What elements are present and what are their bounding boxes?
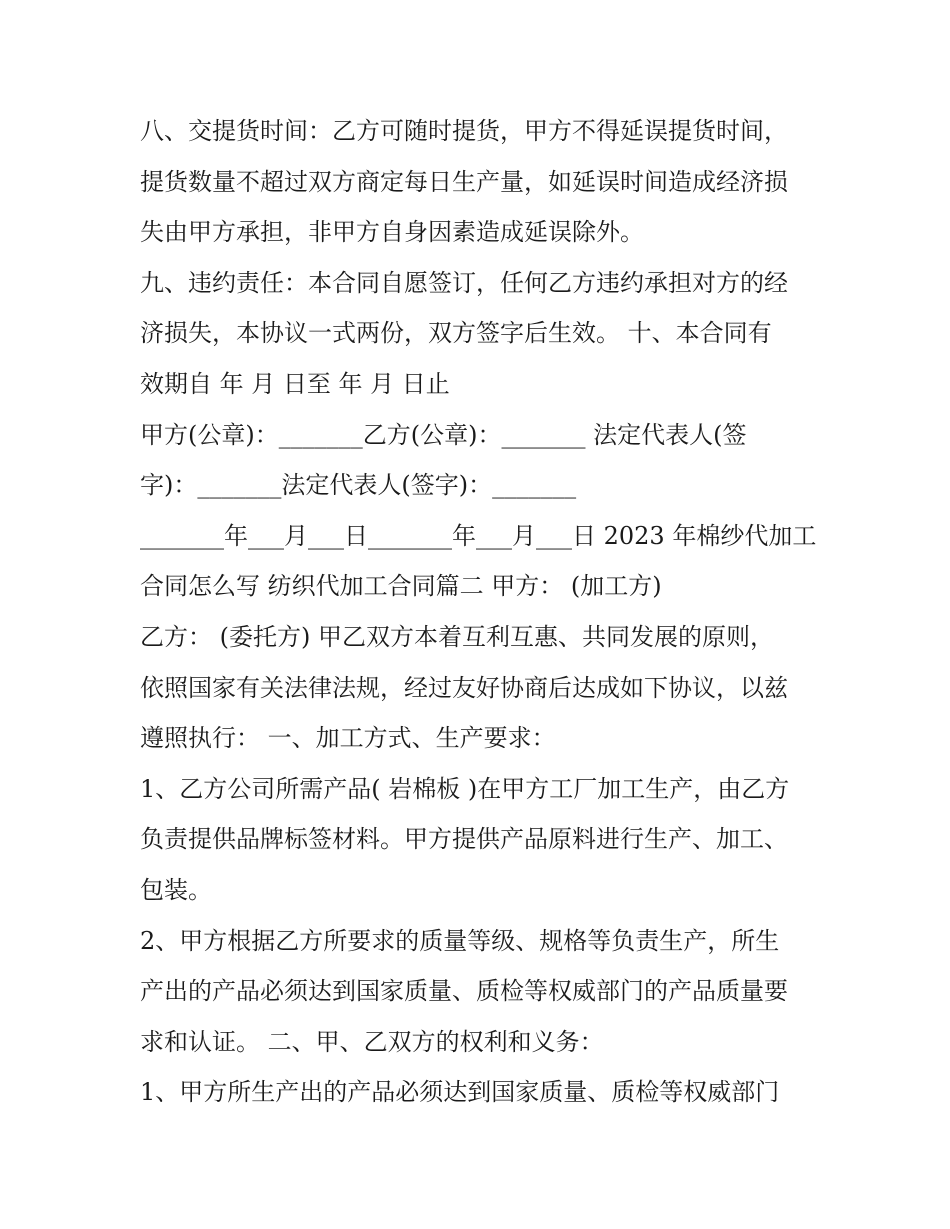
text-line: 1、乙方公司所需产品( 岩棉板 )在甲方工厂加工生产，由乙方 [140, 774, 790, 803]
text-line: 负责提供品牌标签材料。甲方提供产品原料进行生产、加工、 [140, 825, 788, 854]
text-line: 包装。 [140, 875, 212, 904]
signature-line: 字)：_______法定代表人(签字)：_______ [140, 471, 577, 500]
text-line: 依照国家有关法律法规，经过友好协商后达成如下协议，以兹 [140, 673, 788, 702]
text-line: 效期自 年 月 日至 年 月 日止 [140, 369, 450, 398]
text-line: 济损失，本协议一式两份，双方签字后生效。 十、本合同有 [140, 319, 772, 348]
text-line: 产出的产品必须达到国家质量、质检等权威部门的产品质量要 [140, 977, 788, 1006]
text-line: 九、违约责任：本合同自愿签订，任何乙方违约承担对方的经 [140, 268, 788, 297]
text-line: 求和认证。 二、甲、乙双方的权利和义务： [140, 1027, 604, 1056]
text-line: 八、交提货时间：乙方可随时提货，甲方不得延误提货时间， [140, 117, 788, 145]
text-line: 遵照执行： 一、加工方式、生产要求： [140, 724, 556, 753]
text-line: 提货数量不超过双方商定每日生产量，如延误时间造成经济损 [140, 167, 788, 196]
signature-line: 甲方(公章)：_______乙方(公章)：_______ 法定代表人(签 [140, 420, 747, 449]
text-line: 合同怎么写 纺织代加工合同篇二 甲方： (加工方) [140, 572, 662, 601]
text-line: 2、甲方根据乙方所要求的质量等级、规格等负责生产，所生 [140, 926, 780, 955]
text-line: 乙方： (委托方) 甲乙双方本着互利互惠、共同发展的原则， [140, 622, 774, 651]
document-body [140, 106, 830, 1118]
text-line: 失由甲方承担，非甲方自身因素造成延误除外。 [140, 218, 644, 247]
text-line: 1、甲方所生产出的产品必须达到国家质量、质检等权威部门 [140, 1078, 780, 1107]
date-line: _______年___月___日_______年___月___日 2023 年棉纱代加工 [140, 521, 817, 550]
